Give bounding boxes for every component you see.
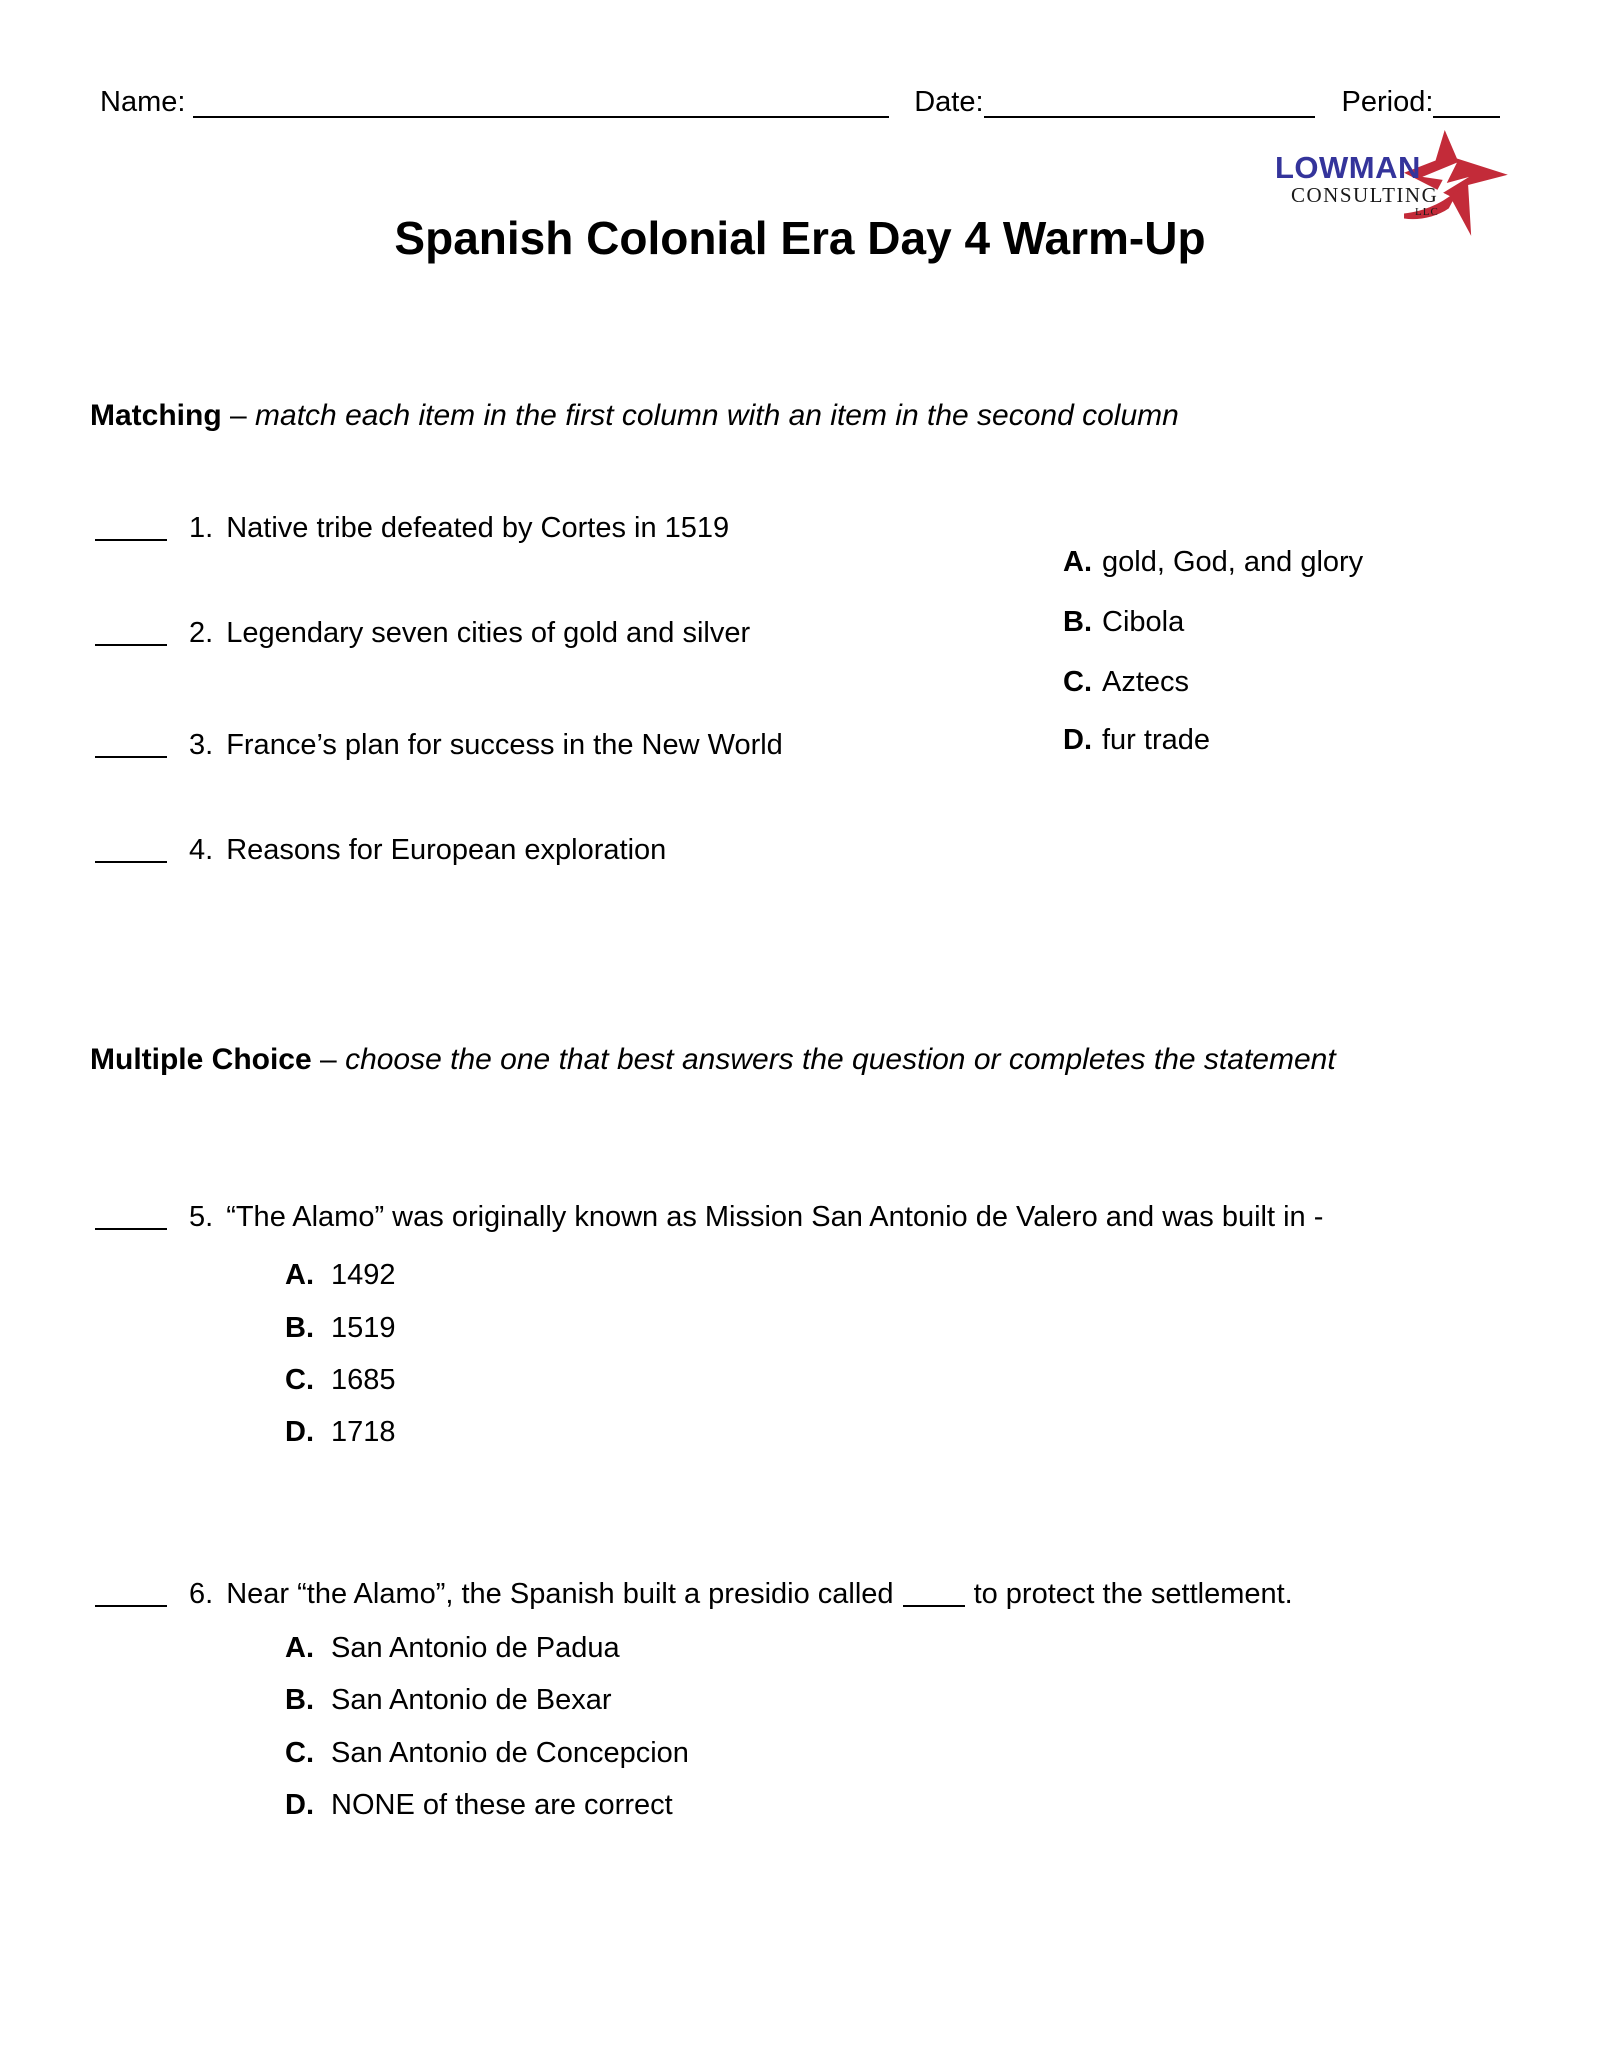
- item-number: 2.: [189, 617, 214, 649]
- option-letter: C.: [285, 1364, 314, 1396]
- option-letter: A.: [285, 1259, 314, 1291]
- multiple-choice-heading-label: Multiple Choice: [90, 1043, 312, 1076]
- option-letter: B.: [285, 1684, 314, 1716]
- logo-primary-text: LOWMAN: [1275, 150, 1421, 185]
- answer-blank[interactable]: [95, 856, 167, 863]
- name-blank[interactable]: [193, 111, 889, 118]
- option-letter: D.: [285, 1789, 314, 1821]
- option-text: San Antonio de Concepcion: [331, 1737, 689, 1769]
- period-blank[interactable]: [1433, 111, 1500, 118]
- date-label: Date:: [914, 86, 984, 118]
- matching-heading-label: Matching: [90, 399, 222, 432]
- option-text: Cibola: [1102, 606, 1185, 638]
- question-5-option-d: [285, 1415, 396, 1449]
- option-text: 1685: [331, 1364, 396, 1396]
- multiple-choice-instructions: choose the one that best answers the question or completes the statement: [345, 1043, 1336, 1076]
- question-text-after: to protect the settlement.: [973, 1578, 1293, 1610]
- item-number: 4.: [189, 834, 214, 866]
- question-5-option-c: [285, 1363, 396, 1397]
- question-text-before: Near “the Alamo”, the Spanish built a presidio called: [226, 1578, 894, 1610]
- logo-llc-text: LLC: [1415, 206, 1439, 218]
- answer-blank[interactable]: [95, 639, 167, 646]
- option-letter: C.: [1063, 666, 1092, 698]
- date-blank[interactable]: [984, 111, 1315, 118]
- heading-dash: –: [230, 399, 247, 432]
- period-label: Period:: [1341, 86, 1434, 118]
- option-letter: D.: [285, 1416, 314, 1448]
- answer-blank[interactable]: [95, 1223, 167, 1230]
- question-6-option-b: [285, 1683, 612, 1717]
- matching-item-2: [95, 616, 750, 650]
- option-text: San Antonio de Bexar: [331, 1684, 612, 1716]
- matching-option-d: [1063, 723, 1210, 757]
- question-number: 5.: [189, 1201, 214, 1233]
- item-text: Native tribe defeated by Cortes in 1519: [226, 512, 730, 544]
- matching-instructions: match each item in the first column with an item in the second column: [255, 399, 1179, 432]
- matching-item-4: [95, 833, 666, 867]
- option-text: San Antonio de Padua: [331, 1632, 620, 1664]
- multiple-choice-section-heading: [90, 1042, 1336, 1078]
- inline-answer-blank[interactable]: [903, 1600, 965, 1607]
- option-text: 1519: [331, 1312, 396, 1344]
- name-label: Name:: [100, 86, 186, 118]
- option-text: NONE of these are correct: [331, 1789, 673, 1821]
- answer-blank[interactable]: [95, 1600, 167, 1607]
- question-5-option-b: [285, 1311, 396, 1345]
- question-6-option-a: [285, 1631, 620, 1665]
- option-text: Aztecs: [1102, 666, 1190, 698]
- matching-option-c: [1063, 665, 1189, 699]
- item-number: 1.: [189, 512, 214, 544]
- option-text: fur trade: [1102, 724, 1210, 756]
- item-number: 3.: [189, 729, 214, 761]
- matching-item-1: [95, 511, 729, 545]
- question-number: 6.: [189, 1578, 214, 1610]
- question-6: [95, 1577, 1293, 1611]
- option-letter: A.: [1063, 546, 1092, 578]
- matching-option-a: [1063, 545, 1363, 579]
- option-text: 1492: [331, 1259, 396, 1291]
- option-letter: C.: [285, 1737, 314, 1769]
- option-text: 1718: [331, 1416, 396, 1448]
- matching-option-b: [1063, 605, 1184, 639]
- answer-blank[interactable]: [95, 534, 167, 541]
- question-6-option-d: [285, 1788, 673, 1822]
- item-text: Legendary seven cities of gold and silver: [226, 617, 751, 649]
- page-title: Spanish Colonial Era Day 4 Warm-Up: [394, 212, 1206, 264]
- option-letter: D.: [1063, 724, 1092, 756]
- question-5: [95, 1200, 1323, 1234]
- header-row: [100, 86, 1500, 119]
- heading-dash: –: [320, 1043, 337, 1076]
- item-text: Reasons for European exploration: [226, 834, 667, 866]
- option-letter: B.: [285, 1312, 314, 1344]
- question-text: “The Alamo” was originally known as Mission San Antonio de Valero and was built in -: [226, 1201, 1324, 1233]
- matching-item-3: [95, 728, 783, 762]
- option-letter: B.: [1063, 606, 1092, 638]
- item-text: France’s plan for success in the New World: [226, 729, 783, 761]
- answer-blank[interactable]: [95, 751, 167, 758]
- question-5-option-a: [285, 1258, 396, 1292]
- logo-secondary-text: CONSULTING: [1291, 183, 1439, 207]
- option-letter: A.: [285, 1632, 314, 1664]
- matching-section-heading: [90, 398, 1179, 434]
- option-text: gold, God, and glory: [1102, 546, 1364, 578]
- question-6-option-c: [285, 1736, 689, 1770]
